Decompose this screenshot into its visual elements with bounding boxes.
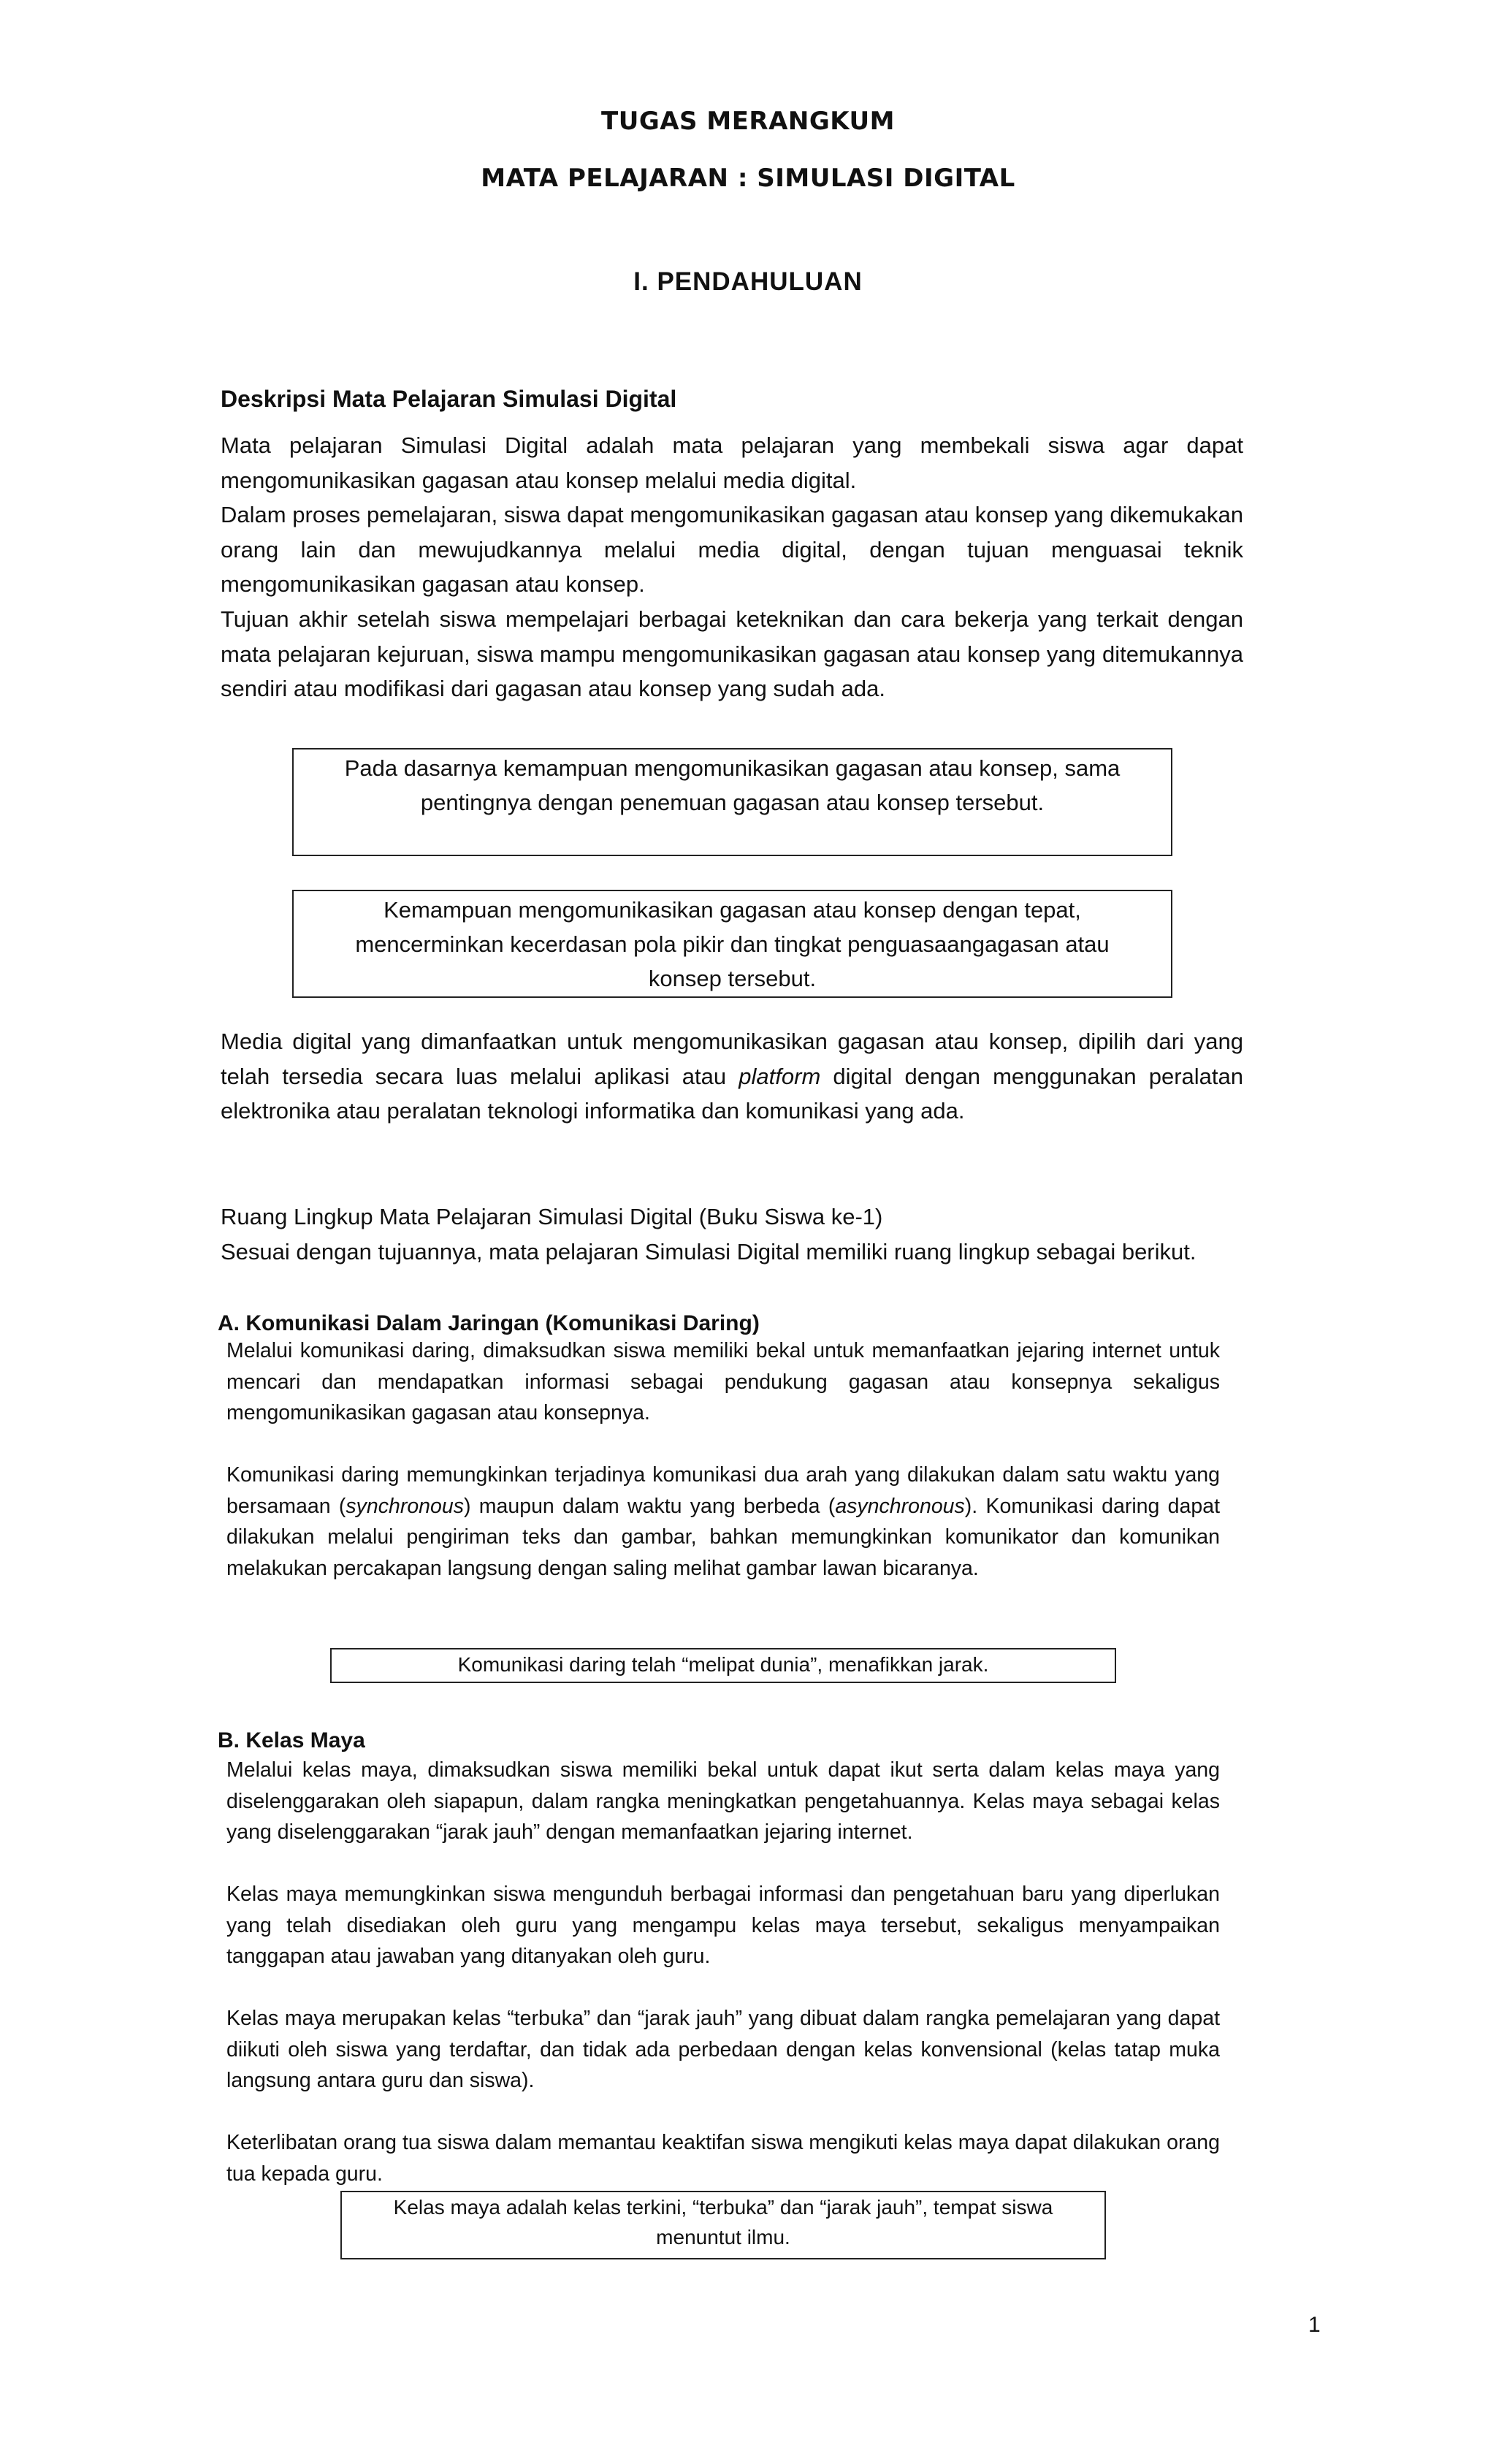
section-a-p2-text-1: Komunikasi daring memungkinkan terjadinya komunikasi dua arah yang dilakukan dalam satu waktu yang bersamaan ( — [226, 1463, 1220, 1518]
section-a-heading: A. Komunikasi Dalam Jaringan (Komunikasi Daring) — [218, 1311, 760, 1335]
section-a-p2-italic-1: synchronous — [346, 1494, 464, 1518]
highlight-box-2-text: Kemampuan mengomunikasikan gagasan atau konsep dengan tepat, mencerminkan kecerdasan pola pikir dan tingkat penguasaangagasan atau konsep tersebut. — [355, 897, 1110, 991]
section-a-box — [330, 1648, 1116, 1683]
deskripsi-paragraph-2: Dalam proses pemelajaran, siswa dapat mengomunikasikan gagasan atau konsep yang dikemukakan orang lain dan mewujudkannya melalui media digital, dengan tujuan menguasai teknik mengomunikasikan gagasan atau konsep. — [221, 502, 1243, 597]
section-b-paragraph-1: Melalui kelas maya, dimaksudkan siswa memiliki bekal untuk dapat ikut serta dalam kelas maya yang diselenggarakan oleh siapapun, dalam rangka meningkatkan pengetahuannya. Kelas maya sebagai kelas yang diselenggarakan “jarak jauh” dengan memanfaatkan jejaring internet. — [226, 1758, 1220, 1844]
section-b-paragraph-3: Kelas maya merupakan kelas “terbuka” dan “jarak jauh” yang dibuat dalam rangka pemelajaran yang dapat diikuti oleh siswa yang terdaftar, dan tidak ada perbedaan dengan kelas konvensional (kelas tatap muka langsung antara guru dan siswa). — [226, 2007, 1220, 2092]
section-a-p2-italic-2: asynchronous — [835, 1494, 965, 1518]
section-a-box-text: Komunikasi daring telah “melipat dunia”, menafikkan jarak. — [457, 1653, 989, 1676]
section-a-paragraph-2 — [226, 1460, 1220, 1584]
section-b-paragraph-4: Keterlibatan orang tua siswa dalam memantau keaktifan siswa mengikuti kelas maya dapat dilakukan orang tua kepada guru. — [226, 2131, 1220, 2186]
highlight-box-1-text: Pada dasarnya kemampuan mengomunikasikan gagasan atau konsep, sama pentingnya dengan penemuan gagasan atau konsep tersebut. — [344, 755, 1121, 815]
deskripsi-paragraph-1: Mata pelajaran Simulasi Digital adalah mata pelajaran yang membekali siswa agar dapat mengomunikasikan gagasan atau konsep melalui media digital. — [221, 432, 1243, 493]
media-text-italic: platform — [739, 1063, 821, 1089]
page-number: 1 — [1308, 2313, 1321, 2337]
section-title: I. PENDAHULUAN — [633, 267, 863, 296]
section-b-box — [340, 2191, 1106, 2259]
deskripsi-heading: Deskripsi Mata Pelajaran Simulasi Digital — [221, 386, 677, 412]
media-digital-paragraph — [221, 1024, 1243, 1129]
media-text-1: Media digital yang dimanfaatkan untuk mengomunikasikan gagasan atau konsep, dipilih dari yang telah tersedia secara luas melalui aplikasi atau — [221, 1029, 1243, 1089]
ruang-lingkup-heading: Ruang Lingkup Mata Pelajaran Simulasi Digital (Buku Siswa ke-1) — [221, 1204, 883, 1229]
document-title: TUGAS MERANGKUM — [601, 107, 895, 136]
section-a-p2-text-2: ) maupun dalam waktu yang berbeda ( — [463, 1494, 836, 1518]
highlight-box-2 — [292, 890, 1172, 998]
section-b-box-text: Kelas maya adalah kelas terkini, “terbuka” dan “jarak jauh”, tempat siswa menuntut ilmu. — [393, 2196, 1053, 2249]
section-b-heading: B. Kelas Maya — [218, 1728, 365, 1752]
deskripsi-paragraph-3: Tujuan akhir setelah siswa mempelajari berbagai keteknikan dan cara bekerja yang terkait dengan mata pelajaran kejuruan, siswa mampu mengomunikasikan gagasan atau konsep yang ditemukannya sendiri atau modifikasi dari gagasan atau konsep yang sudah ada. — [221, 606, 1243, 701]
section-a-p2-text-3: ). Komunikasi daring dapat dilakukan melalui pengiriman teks dan gambar, bahkan memungkinkan komunikator dan komunikan melakukan percakapan langsung dengan saling melihat gambar lawan bicaranya. — [226, 1494, 1220, 1580]
ruang-lingkup-intro: Sesuai dengan tujuannya, mata pelajaran Simulasi Digital memiliki ruang lingkup sebagai berikut. — [221, 1239, 1197, 1265]
section-a-paragraph-1: Melalui komunikasi daring, dimaksudkan siswa memiliki bekal untuk memanfaatkan jejaring internet untuk mencari dan mendapatkan informasi sebagai pendukung gagasan atau konsepnya sekaligus mengomunikasikan gagasan atau konsepnya. — [226, 1339, 1220, 1424]
section-b-paragraph-2: Kelas maya memungkinkan siswa mengunduh berbagai informasi dan pengetahuan baru yang diperlukan yang telah disediakan oleh guru yang mengampu kelas maya tersebut, sekaligus menyampaikan tanggapan atau jawaban yang ditanyakan oleh guru. — [226, 1883, 1220, 1968]
document-subtitle: MATA PELAJARAN : SIMULASI DIGITAL — [481, 164, 1015, 193]
media-text-2: digital dengan menggunakan peralatan elektronika atau peralatan teknologi informatika dan komunikasi yang ada. — [221, 1063, 1243, 1124]
highlight-box-1 — [292, 748, 1172, 856]
